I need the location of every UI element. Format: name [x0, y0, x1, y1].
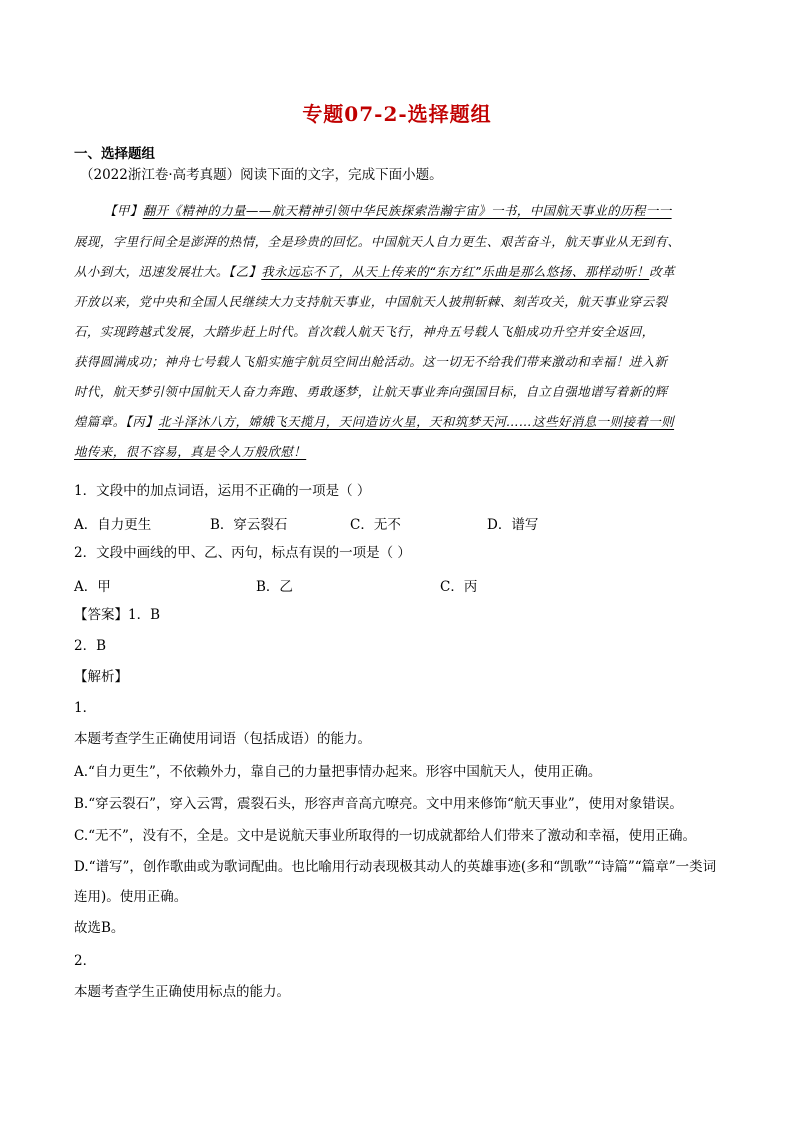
question-2-option-c: C．丙 [440, 579, 478, 595]
analysis-option-c: C.“无不”，没有不，全是。文中是说航天事业所取得的一切成就都给人们带来了激动和幸福，使用正确。 [74, 828, 696, 844]
analysis-intro-1: 本题考查学生正确使用词语（包括成语）的能力。 [74, 731, 371, 747]
analysis-option-d-line-1: D.“谱写”，创作歌曲或为歌词配曲。也比喻用行动表现极其动人的英雄事迹(多和“凯歌”“诗篇”“篇章”一类词 [74, 859, 717, 875]
answer-label: 【答案】1．B [74, 607, 161, 623]
analysis-option-d-line-2: 连用)。使用正确。 [74, 889, 188, 905]
analysis-intro-2: 本题考查学生正确使用标点的能力。 [74, 984, 290, 1000]
passage-line-3 [74, 262, 675, 280]
section-heading: 一、选择题组 [74, 146, 155, 162]
passage-marker-jia: 【甲】 [104, 203, 143, 218]
passage-line-9: 地传来，很不容易，真是令人万般欣慰！ [74, 444, 307, 459]
question-1-option-a: A．自力更生 [74, 517, 152, 533]
question-2-option-a: A．甲 [74, 579, 111, 595]
passage-line-4: 开放以来，党中央和全国人民继续大力支持航天事业，中国航天人披荆斩棘、刻苦攻关，航天事业穿云裂 [74, 294, 668, 309]
analysis-option-b: B.“穿云裂石”，穿入云霄，震裂石头，形容声音高亢嘹亮。文中用来修饰“航天事业”，使用对象错误。 [74, 796, 683, 812]
page-title: 专题07-2-选择题组 [302, 102, 492, 126]
passage-marker-yi: 从小到大，迅速发展壮大。【乙】 [74, 264, 262, 279]
passage-line-7: 时代，航天梦引领中国航天人奋力奔跑、勇敢逐梦，让航天事业奔向强国目标，自立自强地谱写着新的辉 [74, 384, 668, 399]
passage-line-6: 获得圆满成功；神舟七号载人飞船实施宇航员空间出舱活动。这一切无不给我们带来激动和幸福！进入新 [74, 354, 668, 369]
underlined-sentence-jia: 翻开《精神的力量——航天精神引领中华民族探索浩瀚宇宙》一书，中国航天事业的历程一一 [142, 203, 672, 218]
passage-line-2: 展现，字里行间全是澎湃的热情，全是珍贵的回忆。中国航天人自力更生、艰苦奋斗，航天事业从无到有、 [74, 234, 681, 249]
passage-line-5: 石，实现跨越式发展，大踏步赶上时代。首次载人航天飞行，神舟五号载人飞船成功升空并安全返回， [74, 324, 655, 339]
question-1-option-d: D．谱写 [487, 517, 539, 533]
analysis-number-2: 2． [74, 953, 97, 969]
analysis-number-1: 1． [74, 700, 97, 716]
question-2-option-b: B．乙 [256, 579, 293, 595]
passage-marker-bing: 煌篇章。【丙】 [74, 414, 159, 429]
source-line: （2022浙江卷·高考真题）阅读下面的文字，完成下面小题。 [80, 167, 443, 183]
analysis-option-a: A.“自力更生”，不依赖外力，靠自己的力量把事情办起来。形容中国航天人，使用正确。 [74, 764, 602, 780]
answer-second: 2．B [74, 638, 107, 654]
underlined-sentence-bing: 北斗泽沐八方，嫦娥飞天揽月，天问造访火星，天和筑梦天河……这些好消息一则接着一则 [158, 414, 675, 429]
passage-line-8 [74, 412, 674, 430]
question-1-option-c: C．无不 [350, 517, 401, 533]
analysis-label: 【解析】 [74, 669, 128, 685]
analysis-choose: 故选B。 [74, 920, 125, 936]
question-2-stem: 2．文段中画线的甲、乙、丙句，标点有误的一项是（ ） [74, 545, 411, 561]
question-1-option-b: B．穿云裂石 [210, 517, 288, 533]
underlined-sentence-yi: 我永远忘不了，从天上传来的“东方红”乐曲是那么悠扬、那样动听！ [261, 264, 650, 279]
passage-line-1 [104, 201, 672, 219]
passage-text: 改革 [649, 264, 675, 279]
question-1-stem: 1．文段中的加点词语，运用不正确的一项是（ ） [74, 483, 371, 499]
